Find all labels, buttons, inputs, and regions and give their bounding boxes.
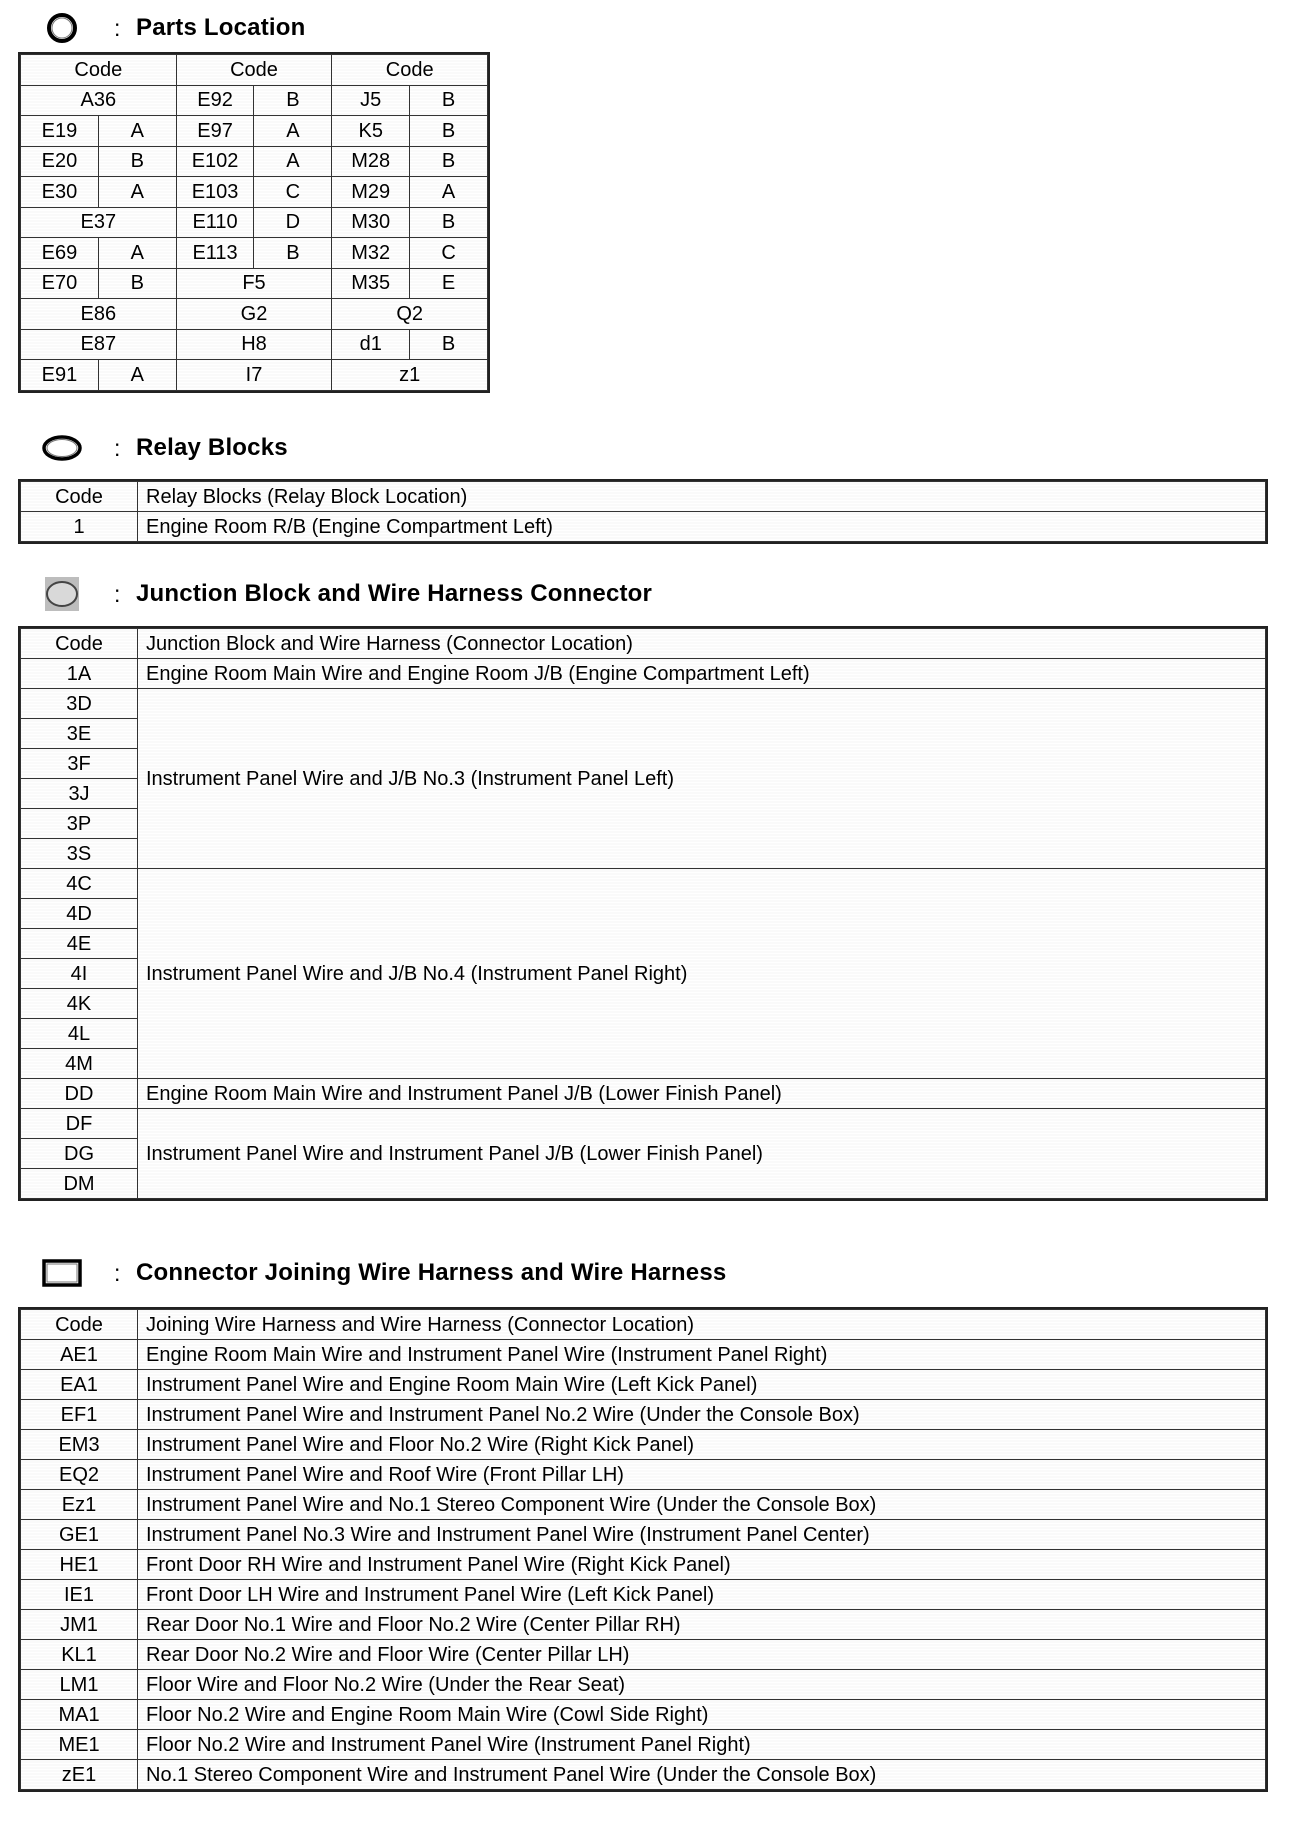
connector-code: HE1 xyxy=(21,1550,138,1580)
connector-code: AE1 xyxy=(21,1340,138,1370)
section-title: Parts Location xyxy=(136,14,306,41)
table-row xyxy=(21,1640,1266,1670)
table-row xyxy=(21,177,488,208)
part-code: E30 xyxy=(21,177,99,208)
part-code: E20 xyxy=(21,146,99,177)
connector-code: 3F xyxy=(21,749,138,779)
part-location-letter: C xyxy=(410,238,488,269)
location-column-header: Junction Block and Wire Harness (Connector Location) xyxy=(138,629,1266,659)
table-row xyxy=(21,1490,1266,1520)
part-code: E113 xyxy=(176,238,254,269)
oval-symbol-icon xyxy=(40,430,84,466)
part-location-letter: D xyxy=(254,207,332,238)
column-header: Code xyxy=(21,55,177,86)
circle-symbol-icon xyxy=(40,10,84,46)
part-code: E92 xyxy=(176,85,254,116)
connector-location: Instrument Panel Wire and Floor No.2 Wire (Right Kick Panel) xyxy=(138,1430,1266,1460)
part-location-letter: E xyxy=(410,268,488,299)
connector-location: Engine Room R/B (Engine Compartment Left) xyxy=(138,512,1266,542)
part-code: E19 xyxy=(21,116,99,147)
shaded-oval-symbol-icon xyxy=(40,576,84,612)
connector-code: 4C xyxy=(21,869,138,899)
section-title: Connector Joining Wire Harness and Wire Harness xyxy=(136,1259,727,1286)
table-row xyxy=(21,1109,1266,1139)
connector-code: EF1 xyxy=(21,1400,138,1430)
part-code: E110 xyxy=(176,207,254,238)
part-code: d1 xyxy=(332,329,410,360)
part-code: H8 xyxy=(176,329,332,360)
part-code: E102 xyxy=(176,146,254,177)
table-row xyxy=(21,146,488,177)
rectangle-symbol-icon xyxy=(40,1255,84,1291)
connector-location: No.1 Stereo Component Wire and Instrument Panel Wire (Under the Console Box) xyxy=(138,1760,1266,1790)
table-row xyxy=(21,238,488,269)
connector-code: 4L xyxy=(21,1019,138,1049)
connector-code: Ez1 xyxy=(21,1490,138,1520)
connector-location: Floor No.2 Wire and Engine Room Main Wire (Cowl Side Right) xyxy=(138,1700,1266,1730)
table-row xyxy=(21,1700,1266,1730)
relay-blocks-heading xyxy=(40,430,288,466)
relay-blocks-table xyxy=(18,479,1268,544)
table-row xyxy=(21,1520,1266,1550)
part-code: Q2 xyxy=(332,299,488,330)
part-code: E91 xyxy=(21,360,99,391)
part-code: K5 xyxy=(332,116,410,147)
connector-location: Rear Door No.2 Wire and Floor Wire (Center Pillar LH) xyxy=(138,1640,1266,1670)
connector-code: DD xyxy=(21,1079,138,1109)
part-location-letter: A xyxy=(254,146,332,177)
connector-code: DF xyxy=(21,1109,138,1139)
connector-code: 1 xyxy=(21,512,138,542)
parts-location-table xyxy=(18,52,490,393)
connector-code: JM1 xyxy=(21,1610,138,1640)
connector-location: Instrument Panel No.3 Wire and Instrument Panel Wire (Instrument Panel Center) xyxy=(138,1520,1266,1550)
connector-code: 3J xyxy=(21,779,138,809)
part-code: E37 xyxy=(21,207,177,238)
code-column-header: Code xyxy=(21,1310,138,1340)
part-location-letter: A xyxy=(98,238,176,269)
section-title: Relay Blocks xyxy=(136,434,288,461)
connector-location: Engine Room Main Wire and Engine Room J/B (Engine Compartment Left) xyxy=(138,659,1266,689)
table-row xyxy=(21,1340,1266,1370)
connector-location: Instrument Panel Wire and No.1 Stereo Component Wire (Under the Console Box) xyxy=(138,1490,1266,1520)
connector-code: 4I xyxy=(21,959,138,989)
table-row xyxy=(21,1079,1266,1109)
table-row xyxy=(21,1550,1266,1580)
connector-code: IE1 xyxy=(21,1580,138,1610)
connector-code: 3D xyxy=(21,689,138,719)
part-location-letter: B xyxy=(254,238,332,269)
connector-code: ME1 xyxy=(21,1730,138,1760)
table-row xyxy=(21,329,488,360)
connector-code: DG xyxy=(21,1139,138,1169)
table-row xyxy=(21,85,488,116)
connector-code: 4D xyxy=(21,899,138,929)
connector-location: Instrument Panel Wire and J/B No.4 (Instrument Panel Right) xyxy=(138,869,1266,1079)
connector-joining-heading xyxy=(40,1255,726,1291)
connector-code: 4K xyxy=(21,989,138,1019)
junction-block-heading xyxy=(40,576,652,612)
connector-location: Front Door LH Wire and Instrument Panel Wire (Left Kick Panel) xyxy=(138,1580,1266,1610)
part-location-letter: C xyxy=(254,177,332,208)
part-code: M35 xyxy=(332,268,410,299)
heading-colon: : xyxy=(114,580,121,607)
table-row xyxy=(21,512,1266,542)
code-column-header: Code xyxy=(21,482,138,512)
connector-code: zE1 xyxy=(21,1760,138,1790)
table-row xyxy=(21,1370,1266,1400)
table-row xyxy=(21,1400,1266,1430)
junction-block-table xyxy=(18,626,1268,1201)
connector-location: Engine Room Main Wire and Instrument Panel Wire (Instrument Panel Right) xyxy=(138,1340,1266,1370)
table-row xyxy=(21,689,1266,719)
part-location-letter: A xyxy=(98,177,176,208)
part-code: E86 xyxy=(21,299,177,330)
connector-code: KL1 xyxy=(21,1640,138,1670)
part-code: F5 xyxy=(176,268,332,299)
part-location-letter: B xyxy=(254,85,332,116)
part-location-letter: A xyxy=(410,177,488,208)
connector-code: MA1 xyxy=(21,1700,138,1730)
part-code: E103 xyxy=(176,177,254,208)
connector-code: 4E xyxy=(21,929,138,959)
part-code: E97 xyxy=(176,116,254,147)
connector-location: Floor Wire and Floor No.2 Wire (Under the Rear Seat) xyxy=(138,1670,1266,1700)
connector-code: DM xyxy=(21,1169,138,1199)
table-row xyxy=(21,869,1266,899)
connector-code: 1A xyxy=(21,659,138,689)
part-location-letter: B xyxy=(410,146,488,177)
location-column-header: Relay Blocks (Relay Block Location) xyxy=(138,482,1266,512)
heading-colon: : xyxy=(114,14,121,41)
table-row xyxy=(21,659,1266,689)
part-code: M29 xyxy=(332,177,410,208)
connector-code: 3P xyxy=(21,809,138,839)
part-code: M32 xyxy=(332,238,410,269)
table-row xyxy=(21,1580,1266,1610)
connector-code: EA1 xyxy=(21,1370,138,1400)
table-row xyxy=(21,299,488,330)
part-code: M28 xyxy=(332,146,410,177)
part-location-letter: B xyxy=(410,116,488,147)
table-row xyxy=(21,1460,1266,1490)
code-column-header: Code xyxy=(21,629,138,659)
part-code: M30 xyxy=(332,207,410,238)
part-location-letter: B xyxy=(410,85,488,116)
connector-location: Instrument Panel Wire and Instrument Panel J/B (Lower Finish Panel) xyxy=(138,1109,1266,1199)
part-location-letter: A xyxy=(98,360,176,391)
connector-code: EM3 xyxy=(21,1430,138,1460)
part-code: J5 xyxy=(332,85,410,116)
part-location-letter: A xyxy=(254,116,332,147)
connector-location: Instrument Panel Wire and Instrument Panel No.2 Wire (Under the Console Box) xyxy=(138,1400,1266,1430)
table-row xyxy=(21,360,488,391)
connector-code: 3S xyxy=(21,839,138,869)
connector-code: 3E xyxy=(21,719,138,749)
part-code: z1 xyxy=(332,360,488,391)
location-column-header: Joining Wire Harness and Wire Harness (Connector Location) xyxy=(138,1310,1266,1340)
table-header-row xyxy=(21,55,488,86)
part-code: E70 xyxy=(21,268,99,299)
parts-location-heading xyxy=(40,10,306,46)
part-location-letter: B xyxy=(98,146,176,177)
part-code: G2 xyxy=(176,299,332,330)
connector-code: EQ2 xyxy=(21,1460,138,1490)
table-header-row xyxy=(21,1310,1266,1340)
connector-location: Floor No.2 Wire and Instrument Panel Wire (Instrument Panel Right) xyxy=(138,1730,1266,1760)
connector-code: LM1 xyxy=(21,1670,138,1700)
part-location-letter: A xyxy=(98,116,176,147)
table-row xyxy=(21,1430,1266,1460)
connector-code: 4M xyxy=(21,1049,138,1079)
connector-location: Engine Room Main Wire and Instrument Panel J/B (Lower Finish Panel) xyxy=(138,1079,1266,1109)
connector-location: Front Door RH Wire and Instrument Panel Wire (Right Kick Panel) xyxy=(138,1550,1266,1580)
part-code: E69 xyxy=(21,238,99,269)
heading-colon: : xyxy=(114,1259,121,1286)
section-title: Junction Block and Wire Harness Connector xyxy=(136,580,653,607)
table-header-row xyxy=(21,482,1266,512)
column-header: Code xyxy=(332,55,488,86)
table-row xyxy=(21,207,488,238)
part-location-letter: B xyxy=(410,207,488,238)
heading-colon: : xyxy=(114,434,121,461)
part-code: I7 xyxy=(176,360,332,391)
table-row xyxy=(21,268,488,299)
part-location-letter: B xyxy=(410,329,488,360)
part-code: A36 xyxy=(21,85,177,116)
table-row xyxy=(21,1760,1266,1790)
table-row xyxy=(21,1610,1266,1640)
connector-location: Instrument Panel Wire and Roof Wire (Front Pillar LH) xyxy=(138,1460,1266,1490)
part-code: E87 xyxy=(21,329,177,360)
part-location-letter: B xyxy=(98,268,176,299)
table-row xyxy=(21,116,488,147)
connector-location: Instrument Panel Wire and Engine Room Main Wire (Left Kick Panel) xyxy=(138,1370,1266,1400)
table-row xyxy=(21,1670,1266,1700)
connector-joining-table xyxy=(18,1307,1268,1792)
connector-location: Rear Door No.1 Wire and Floor No.2 Wire (Center Pillar RH) xyxy=(138,1610,1266,1640)
connector-code: GE1 xyxy=(21,1520,138,1550)
connector-location: Instrument Panel Wire and J/B No.3 (Instrument Panel Left) xyxy=(138,689,1266,869)
table-header-row xyxy=(21,629,1266,659)
column-header: Code xyxy=(176,55,332,86)
table-row xyxy=(21,1730,1266,1760)
